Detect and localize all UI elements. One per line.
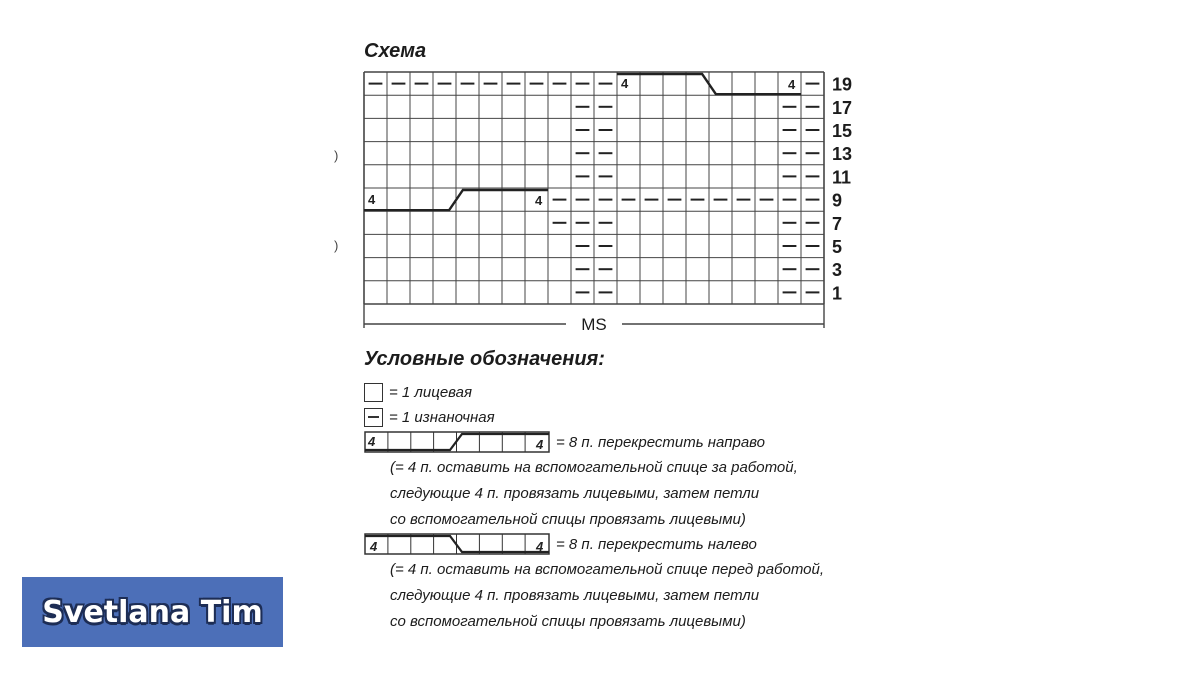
margin-mark: ) — [334, 238, 339, 253]
row-number: 5 — [832, 237, 843, 257]
row-number: 11 — [832, 167, 852, 188]
cable-count-label: 4 — [368, 192, 376, 207]
row-number: 19 — [832, 74, 853, 95]
purl-symbol — [364, 408, 383, 427]
cable-right-count-left: 4 — [368, 434, 376, 449]
cable-left-symbol — [364, 533, 550, 555]
legend-cable-right — [364, 431, 765, 453]
cable-right-count-right: 4 — [536, 437, 544, 452]
legend-knit — [364, 381, 472, 403]
margin-mark: ) — [334, 148, 339, 163]
note-line: (= 4 п. оставить на вспомогательной спице перед работой, — [390, 561, 825, 578]
knit-label: = 1 лицевая — [389, 383, 473, 401]
row-number: 9 — [832, 190, 843, 211]
legend-cable-left — [364, 533, 757, 555]
cable-right-note — [390, 455, 870, 533]
cable-left-count-right: 4 — [536, 539, 544, 554]
knit-symbol — [364, 383, 383, 402]
note-line: следующие 4 п. провязать лицевыми, затем петли — [390, 587, 760, 604]
note-line: следующие 4 п. провязать лицевыми, затем петли — [390, 485, 760, 502]
cable-left-count-left: 4 — [370, 539, 378, 554]
cable-count-label: 4 — [535, 193, 543, 208]
cable-right-label: = 8 п. перекрестить направо — [556, 433, 766, 451]
cable-left-label: = 8 п. перекрестить налево — [556, 535, 757, 553]
chart-title: Схема — [364, 40, 427, 62]
legend-purl — [364, 406, 495, 428]
cable-right-symbol — [364, 431, 550, 453]
row-number: 3 — [832, 260, 843, 281]
row-number: 15 — [832, 121, 853, 141]
note-line: со вспомогательной спицы провязать лицевыми) — [390, 511, 746, 528]
purl-label: = 1 изнаночная — [389, 408, 495, 426]
author-badge — [22, 577, 283, 647]
cable-count-label: 4 — [788, 77, 796, 92]
row-number: 1 — [832, 283, 843, 304]
repeat-label: MS — [581, 315, 607, 334]
cable-count-label: 4 — [621, 76, 629, 91]
row-number: 17 — [832, 97, 853, 118]
cable-left-note — [390, 557, 870, 635]
note-line: (= 4 п. оставить на вспомогательной спице за работой, — [390, 459, 798, 476]
row-number: 7 — [832, 213, 843, 234]
legend-title: Условные обозначения: — [364, 348, 605, 370]
author-name: Svetlana Tim — [42, 594, 263, 630]
row-number: 13 — [832, 144, 853, 165]
note-line: со вспомогательной спицы провязать лицевыми) — [390, 613, 746, 630]
